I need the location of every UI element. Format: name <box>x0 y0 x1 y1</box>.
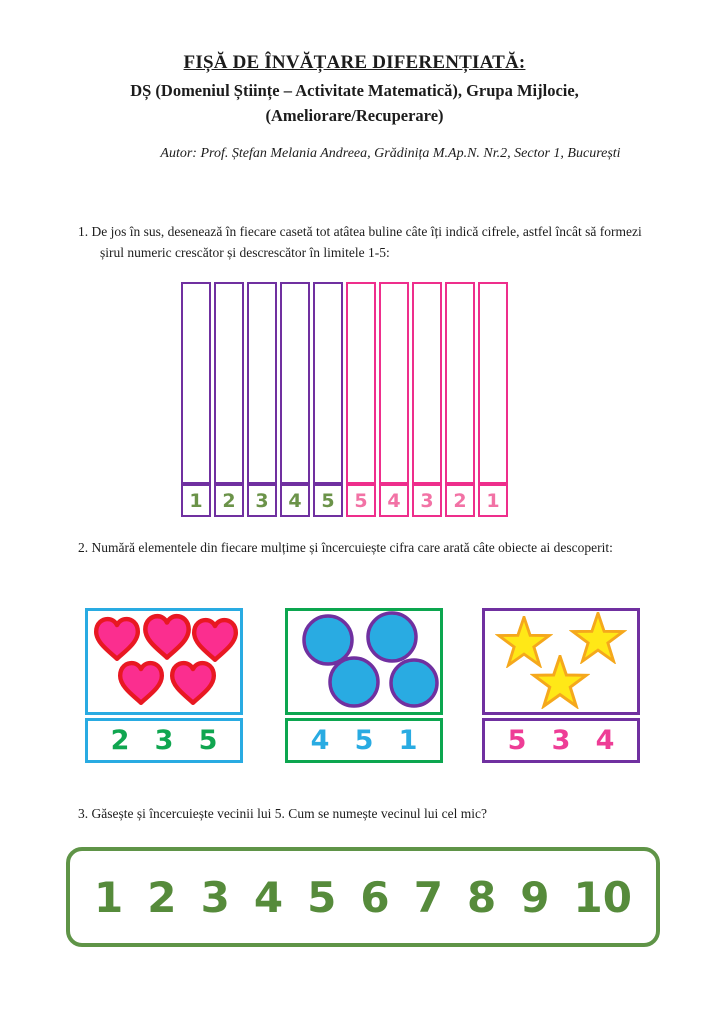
answer-option: 3 <box>551 725 571 756</box>
number-line-item: 1 <box>94 872 124 922</box>
drawing-box <box>412 282 442 484</box>
task1-paragraph <box>78 222 660 264</box>
grid-column-asc-5 <box>313 282 343 517</box>
task2-number: 2. <box>78 540 89 555</box>
number-line-item: 7 <box>413 872 443 922</box>
set-circles <box>285 608 443 763</box>
number-line-item: 2 <box>147 872 177 922</box>
drawing-box <box>214 282 244 484</box>
answer-option: 2 <box>110 725 130 756</box>
hearts-shape-box <box>85 608 243 715</box>
stars-illustration <box>485 611 637 712</box>
grid-column-asc-2 <box>214 282 244 517</box>
circles-illustration <box>288 611 440 712</box>
number-line-item: 3 <box>200 872 230 922</box>
grid-column-desc-1 <box>346 282 376 517</box>
hearts-answer-row <box>85 718 243 763</box>
answer-option: 5 <box>507 725 527 756</box>
grid-number-cell: 1 <box>181 484 211 517</box>
drawing-box <box>247 282 277 484</box>
answer-option: 5 <box>198 725 218 756</box>
hearts-illustration <box>88 611 240 712</box>
star-icon <box>499 617 549 665</box>
set-hearts <box>85 608 243 763</box>
grid-column-asc-4 <box>280 282 310 517</box>
grid-column-desc-2 <box>379 282 409 517</box>
circle-icon <box>330 658 378 706</box>
task3-instruction <box>78 804 668 825</box>
page-title: FIȘĂ DE ÎNVĂȚARE DIFERENȚIATĂ: <box>183 52 526 73</box>
task3-text: Găsește și încercuiește vecinii lui 5. Cum se numește vecinul lui cel mic? <box>91 806 488 821</box>
circles-shape-box <box>285 608 443 715</box>
counting-grid <box>181 282 508 517</box>
grid-number-cell: 2 <box>214 484 244 517</box>
answer-option: 1 <box>398 725 418 756</box>
grid-column-desc-3 <box>412 282 442 517</box>
circles-answer-row <box>285 718 443 763</box>
number-line-item: 8 <box>466 872 497 922</box>
answer-option: 3 <box>154 725 174 756</box>
page-subtitle <box>0 79 709 129</box>
author-line: Autor: Prof. Ștefan Melania Andreea, Grădinița M.Ap.N. Nr.2, Sector 1, București <box>160 146 621 161</box>
circle-icon <box>304 616 352 664</box>
drawing-box <box>445 282 475 484</box>
task2-text: Numără elementele din fiecare mulțime și încercuiește cifra care arată câte obiecte ai descoperit: <box>91 540 613 555</box>
worksheet-header <box>0 52 709 129</box>
grid-number-cell: 1 <box>478 484 508 517</box>
answer-option: 5 <box>354 725 374 756</box>
answer-option: 4 <box>310 725 330 756</box>
drawing-box <box>379 282 409 484</box>
number-line-item: 9 <box>520 872 550 922</box>
drawing-box <box>280 282 310 484</box>
heart-icon <box>194 620 236 660</box>
task1-text: De jos în sus, desenează în fiecare casetă tot atâtea buline câte îți indică cifrele, astfel încât să formezi șirul numeric crescător și descrescător în limitele 1-5: <box>91 224 642 260</box>
stars-answer-row <box>482 718 640 763</box>
circle-icon <box>368 613 416 661</box>
number-line-item: 10 <box>573 872 632 922</box>
subtitle-line-1: DȘ (Domeniul Științe – Activitate Matematică), Grupa Mijlocie, <box>130 81 579 100</box>
grid-number-cell: 3 <box>247 484 277 517</box>
grid-number-cell: 2 <box>445 484 475 517</box>
grid-number-cell: 4 <box>280 484 310 517</box>
task3-number: 3. <box>78 806 89 821</box>
grid-column-desc-5 <box>478 282 508 517</box>
grid-number-cell: 4 <box>379 484 409 517</box>
drawing-box <box>478 282 508 484</box>
task1-number: 1. <box>78 224 89 239</box>
grid-column-asc-1 <box>181 282 211 517</box>
heart-icon <box>120 663 162 703</box>
number-line-item: 5 <box>307 872 337 922</box>
set-stars <box>482 608 640 763</box>
drawing-box <box>181 282 211 484</box>
drawing-box <box>346 282 376 484</box>
number-line <box>66 847 660 947</box>
grid-number-cell: 3 <box>412 484 442 517</box>
task2-instruction <box>78 538 626 559</box>
grid-number-cell: 5 <box>346 484 376 517</box>
drawing-box <box>313 282 343 484</box>
star-icon <box>534 656 586 706</box>
answer-option: 4 <box>595 725 615 756</box>
stars-shape-box <box>482 608 640 715</box>
number-line-item: 6 <box>360 872 390 922</box>
heart-icon <box>145 616 188 657</box>
star-icon <box>573 613 623 661</box>
grid-column-asc-3 <box>247 282 277 517</box>
grid-column-desc-4 <box>445 282 475 517</box>
grid-number-cell: 5 <box>313 484 343 517</box>
heart-icon <box>96 619 138 659</box>
circle-icon <box>391 660 437 706</box>
subtitle-line-2: (Ameliorare/Recuperare) <box>265 105 444 125</box>
number-line-item: 4 <box>253 872 284 922</box>
heart-icon <box>172 663 214 703</box>
task1-instruction <box>78 222 660 264</box>
